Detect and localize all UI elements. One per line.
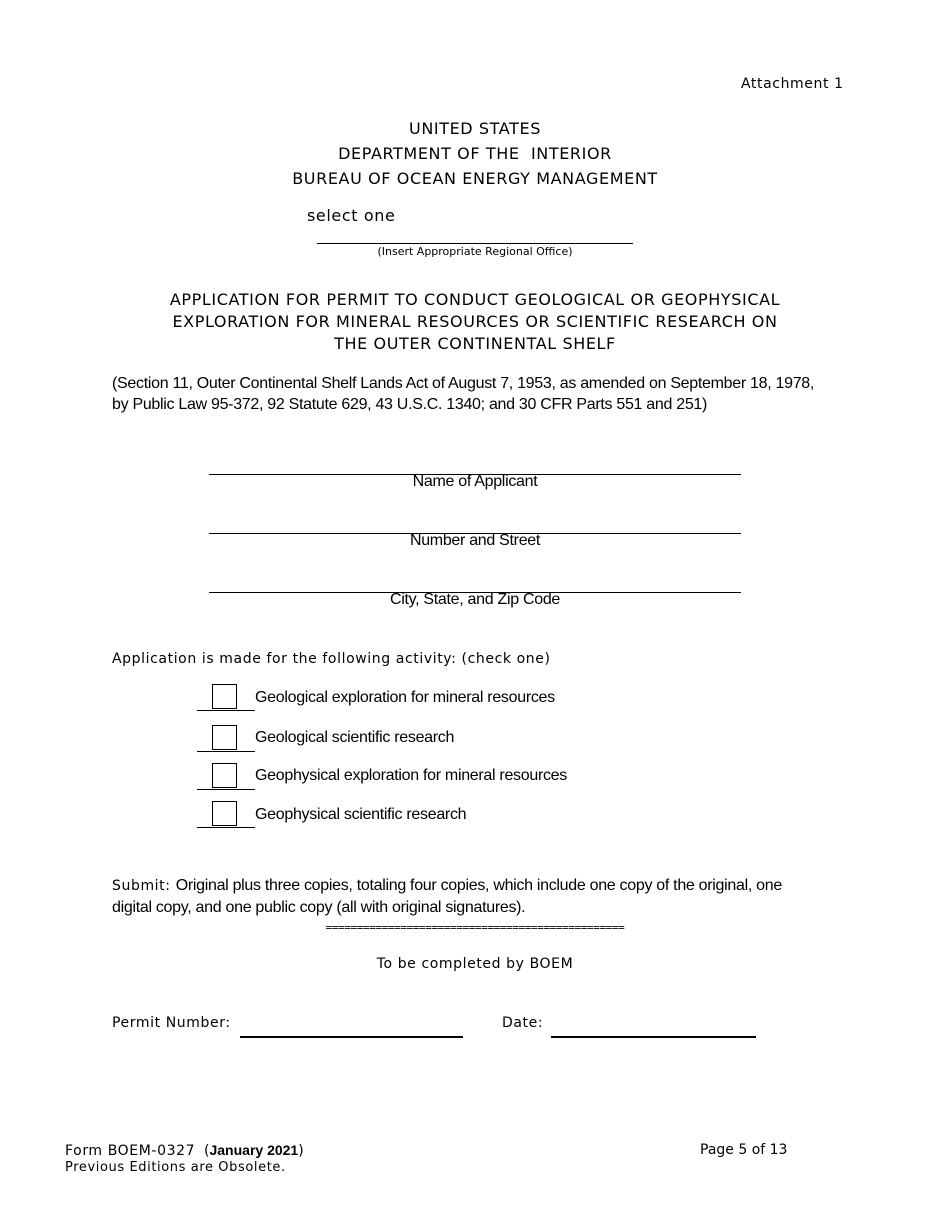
checkbox-underline: [197, 751, 255, 752]
form-date: January 2021: [209, 1142, 299, 1158]
separator-line: ================================================: [325, 921, 625, 934]
form-id: Form BOEM-0327 (January 2021): [65, 1142, 304, 1159]
checkbox-underline: [197, 827, 255, 828]
activity-prompt: Application is made for the following activity: (check one): [112, 651, 551, 667]
checkbox-geophysical-research[interactable]: [212, 801, 237, 826]
checkbox-geological-exploration[interactable]: [212, 684, 237, 709]
obsolete-note: Previous Editions are Obsolete.: [65, 1160, 286, 1175]
form-number: Form BOEM-0327: [65, 1143, 196, 1159]
form-title: [0, 289, 950, 355]
city-state-zip-label: City, State, and Zip Code: [389, 591, 561, 608]
applicant-name-label: Name of Applicant: [412, 473, 538, 490]
agency-line-1: UNITED STATES: [409, 119, 541, 138]
submit-instructions: [112, 874, 782, 918]
submit-label: Submit:: [112, 878, 171, 894]
permit-number-field[interactable]: [240, 1036, 463, 1038]
option-geological-exploration: Geological exploration for mineral resources: [255, 689, 555, 706]
submit-line-2: digital copy, and one public copy (all with original signatures).: [112, 899, 526, 916]
boem-heading: To be completed by BOEM: [376, 956, 574, 972]
street-label: Number and Street: [409, 532, 541, 549]
option-geophysical-research: Geophysical scientific research: [255, 806, 467, 823]
authority-text: [112, 373, 814, 415]
title-line-1: APPLICATION FOR PERMIT TO CONDUCT GEOLOGICAL OR GEOPHYSICAL: [169, 290, 781, 309]
attachment-label: Attachment 1: [741, 76, 844, 92]
submit-line-1: Original plus three copies, totaling four copies, which include one copy of the original, one: [175, 877, 782, 894]
agency-line-2: DEPARTMENT OF THE INTERIOR: [338, 144, 612, 163]
regional-office-select[interactable]: select one: [307, 206, 396, 225]
permit-number-label: Permit Number:: [112, 1015, 231, 1031]
date-label: Date:: [502, 1015, 544, 1031]
regional-office-line: [317, 243, 633, 244]
option-geological-research: Geological scientific research: [255, 729, 455, 746]
agency-block: [0, 116, 950, 191]
page-number: Page 5 of 13: [700, 1142, 788, 1158]
option-geophysical-exploration: Geophysical exploration for mineral resources: [255, 767, 567, 784]
regional-office-caption: (Insert Appropriate Regional Office): [377, 245, 573, 258]
authority-line-1: (Section 11, Outer Continental Shelf Lands Act of August 7, 1953, as amended on September 18, 1978,: [112, 375, 815, 392]
checkbox-geological-research[interactable]: [212, 725, 237, 750]
authority-line-2: by Public Law 95-372, 92 Statute 629, 43 U.S.C. 1340; and 30 CFR Parts 551 and 251): [112, 396, 708, 413]
checkbox-underline: [197, 789, 255, 790]
agency-line-3: BUREAU OF OCEAN ENERGY MANAGEMENT: [292, 169, 658, 188]
date-field[interactable]: [551, 1036, 756, 1038]
title-line-3: THE OUTER CONTINENTAL SHELF: [334, 334, 616, 353]
checkbox-geophysical-exploration[interactable]: [212, 763, 237, 788]
checkbox-underline: [197, 710, 255, 711]
title-line-2: EXPLORATION FOR MINERAL RESOURCES OR SCIENTIFIC RESEARCH ON: [172, 312, 778, 331]
